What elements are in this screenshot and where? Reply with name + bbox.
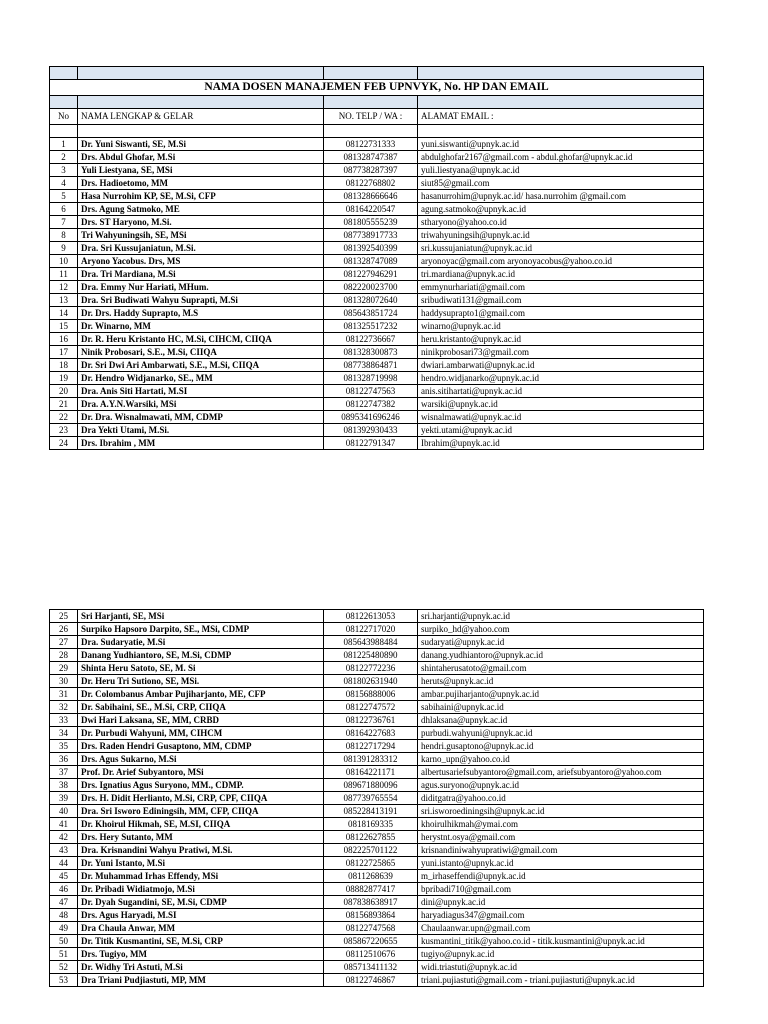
- row-number: 49: [50, 922, 78, 935]
- row-number: 34: [50, 727, 78, 740]
- phone-number: 08156893864: [324, 909, 418, 922]
- table-row: [50, 255, 704, 268]
- header-no: No: [50, 109, 78, 125]
- row-number: 20: [50, 385, 78, 398]
- email-address: anis.sitihartati@upnyk.ac.id: [418, 385, 704, 398]
- table-row: [50, 333, 704, 346]
- phone-number: 0895341696246: [324, 411, 418, 424]
- phone-number: 08156888006: [324, 688, 418, 701]
- header-email: ALAMAT EMAIL :: [418, 109, 704, 125]
- table-row: [50, 909, 704, 922]
- lecturer-name: Dr. Pribadi Widiatmojo, M.Si: [78, 883, 324, 896]
- email-address: hasanurrohim@upnyk.ac.id/ hasa.nurrohim @gmail.com: [418, 190, 704, 203]
- lecturer-name: Dra Chaula Anwar, MM: [78, 922, 324, 935]
- lecturer-name: Drs. Abdul Ghofar, M.Si: [78, 151, 324, 164]
- phone-number: 08122768802: [324, 177, 418, 190]
- table-row: [50, 701, 704, 714]
- email-address: ninikprobosari73@gmail.com: [418, 346, 704, 359]
- table-row: [50, 688, 704, 701]
- lecturer-name: Ninik Probosari, S.E., M.Si, CIIQA: [78, 346, 324, 359]
- row-number: 40: [50, 805, 78, 818]
- table-row: [50, 359, 704, 372]
- phone-number: 085713411132: [324, 961, 418, 974]
- lecturer-name: Danang Yudhiantoro, SE, M.Si, CDMP: [78, 649, 324, 662]
- phone-number: 085867220655: [324, 935, 418, 948]
- phone-number: 08122717294: [324, 740, 418, 753]
- table-row: [50, 610, 704, 623]
- title-row: [50, 80, 704, 96]
- lecturer-name: Aryono Yacobus. Drs, MS: [78, 255, 324, 268]
- phone-number: 085643988484: [324, 636, 418, 649]
- email-address: dhlaksana@upnyk.ac.id: [418, 714, 704, 727]
- lecturer-name: Dra. Krisnandini Wahyu Pratiwi, M.Si.: [78, 844, 324, 857]
- email-address: dini@upnyk.ac.id: [418, 896, 704, 909]
- lecturer-name: Dr. Khoirul Hikmah, SE, M.SI, CIIQA: [78, 818, 324, 831]
- lecturer-name: Hasa Nurrohim KP, SE, M.Si, CFP: [78, 190, 324, 203]
- email-address: yekti.utami@upnyk.ac.id: [418, 424, 704, 437]
- phone-number: 081392930433: [324, 424, 418, 437]
- row-number: 33: [50, 714, 78, 727]
- row-number: 39: [50, 792, 78, 805]
- row-number: 42: [50, 831, 78, 844]
- table-row: [50, 727, 704, 740]
- lecturer-name: Dr. Sri Dwi Ari Ambarwati, S.E., M.Si, CIIQA: [78, 359, 324, 372]
- row-number: 45: [50, 870, 78, 883]
- table-row: [50, 779, 704, 792]
- email-address: heruts@upnyk.ac.id: [418, 675, 704, 688]
- row-number: 43: [50, 844, 78, 857]
- phone-number: 087738864871: [324, 359, 418, 372]
- email-address: khoirulhikmah@ymai.com: [418, 818, 704, 831]
- email-address: triwahyuningsih@upnyk.ac.id: [418, 229, 704, 242]
- row-number: 37: [50, 766, 78, 779]
- row-number: 26: [50, 623, 78, 636]
- table-row: [50, 307, 704, 320]
- lecturer-name: Surpiko Hapsoro Darpito, SE., MSi, CDMP: [78, 623, 324, 636]
- phone-number: 081325517232: [324, 320, 418, 333]
- row-number: 1: [50, 138, 78, 151]
- phone-number: 087738287397: [324, 164, 418, 177]
- table-row: [50, 961, 704, 974]
- row-number: 4: [50, 177, 78, 190]
- email-address: tri.mardiana@upnyk.ac.id: [418, 268, 704, 281]
- lecturer-name: Dr. Muhammad Irhas Effendy, MSi: [78, 870, 324, 883]
- phone-number: 081227946291: [324, 268, 418, 281]
- phone-number: 08122772236: [324, 662, 418, 675]
- phone-number: 082220023700: [324, 281, 418, 294]
- row-number: 12: [50, 281, 78, 294]
- table-row: [50, 424, 704, 437]
- lecturer-name: Drs. Agus Haryadi, M.SI: [78, 909, 324, 922]
- phone-number: 085643851724: [324, 307, 418, 320]
- email-address: hendri.gusaptono@upnyk.ac.id: [418, 740, 704, 753]
- table-row: [50, 766, 704, 779]
- row-number: 6: [50, 203, 78, 216]
- table-row: [50, 385, 704, 398]
- row-number: 8: [50, 229, 78, 242]
- phone-number: 089671880096: [324, 779, 418, 792]
- row-number: 7: [50, 216, 78, 229]
- lecturer-name: Sri Harjanti, SE, MSi: [78, 610, 324, 623]
- lecturer-name: Dr. Titik Kusmantini, SE, M.Si, CRP: [78, 935, 324, 948]
- email-address: agus.suryono@upnyk.ac.id: [418, 779, 704, 792]
- table-row: [50, 411, 704, 424]
- email-address: dwiari.ambarwati@upnyk.ac.id: [418, 359, 704, 372]
- row-number: 48: [50, 909, 78, 922]
- table-row: [50, 922, 704, 935]
- row-number: 27: [50, 636, 78, 649]
- phone-number: 081328719998: [324, 372, 418, 385]
- phone-number: 08122747568: [324, 922, 418, 935]
- table-row: [50, 714, 704, 727]
- lecturer-name: Dra. A.Y.N.Warsiki, MSi: [78, 398, 324, 411]
- row-number: 9: [50, 242, 78, 255]
- email-address: winarno@upnyk.ac.id: [418, 320, 704, 333]
- header-row: [50, 109, 704, 125]
- spacer-row: [50, 96, 704, 109]
- lecturer-name: Dra. Tri Mardiana, M.Si: [78, 268, 324, 281]
- row-number: 38: [50, 779, 78, 792]
- email-address: warsiki@upnyk.ac.id: [418, 398, 704, 411]
- lecturer-name: Drs. ST Haryono, M.Si.: [78, 216, 324, 229]
- table-row: [50, 974, 704, 987]
- email-address: Chaulaanwar.upn@gmail.com: [418, 922, 704, 935]
- table-row: [50, 636, 704, 649]
- row-number: 47: [50, 896, 78, 909]
- table-row: [50, 896, 704, 909]
- lecturer-name: Prof. Dr. Arief Subyantoro, MSi: [78, 766, 324, 779]
- table-row: [50, 948, 704, 961]
- table-row: [50, 870, 704, 883]
- table-row: [50, 662, 704, 675]
- table-row: [50, 844, 704, 857]
- lecturer-name: Shinta Heru Satoto, SE, M. Si: [78, 662, 324, 675]
- email-address: abdulghofar2167@gmail.com - abdul.ghofar@upnyk.ac.id: [418, 151, 704, 164]
- lecturer-name: Drs. Hadioetomo, MM: [78, 177, 324, 190]
- table-row: [50, 792, 704, 805]
- phone-number: 08122717020: [324, 623, 418, 636]
- email-address: kusmantini_titik@yahoo.co.id - titik.kusmantini@upnyk.ac.id: [418, 935, 704, 948]
- row-number: 50: [50, 935, 78, 948]
- phone-number: 08122791347: [324, 437, 418, 450]
- row-number: 28: [50, 649, 78, 662]
- table-row: [50, 151, 704, 164]
- row-number: 35: [50, 740, 78, 753]
- email-address: sri.isworoediningsih@upnyk.ac.id: [418, 805, 704, 818]
- phone-number: 087739765554: [324, 792, 418, 805]
- lecturer-name: Dr. Purbudi Wahyuni, MM, CIHCM: [78, 727, 324, 740]
- email-address: haddysuprapto1@gmail.com: [418, 307, 704, 320]
- row-number: 52: [50, 961, 78, 974]
- email-address: stharyono@yahoo.co.id: [418, 216, 704, 229]
- phone-number: 08122747382: [324, 398, 418, 411]
- email-address: purbudi.wahyuni@upnyk.ac.id: [418, 727, 704, 740]
- row-number: 41: [50, 818, 78, 831]
- row-number: 18: [50, 359, 78, 372]
- table-row: [50, 242, 704, 255]
- row-number: 13: [50, 294, 78, 307]
- email-address: ambar.pujiharjanto@upnyk.ac.id: [418, 688, 704, 701]
- table-row: [50, 203, 704, 216]
- contact-table-part-2: [49, 609, 704, 987]
- lecturer-name: Dra. Emmy Nur Hariati, MHum.: [78, 281, 324, 294]
- phone-number: 08122627855: [324, 831, 418, 844]
- phone-number: 081392540399: [324, 242, 418, 255]
- lecturer-name: Drs. Hery Sutanto, MM: [78, 831, 324, 844]
- phone-number: 08122746867: [324, 974, 418, 987]
- lecturer-name: Drs. Tugiyo, MM: [78, 948, 324, 961]
- lecturer-name: Yuli Liestyana, SE, MSi: [78, 164, 324, 177]
- table-row: [50, 935, 704, 948]
- email-address: yuli.liestyana@upnyk.ac.id: [418, 164, 704, 177]
- email-address: sribudiwati131@gmail.com: [418, 294, 704, 307]
- email-address: yuni.siswanti@upnyk.ac.id: [418, 138, 704, 151]
- row-number: 3: [50, 164, 78, 177]
- lecturer-name: Drs. Agung Satmoko, ME: [78, 203, 324, 216]
- table-row: [50, 229, 704, 242]
- row-number: 19: [50, 372, 78, 385]
- email-address: agung.satmoko@upnyk.ac.id: [418, 203, 704, 216]
- email-address: shintaherusatoto@gmail.com: [418, 662, 704, 675]
- phone-number: 08164227683: [324, 727, 418, 740]
- row-number: 5: [50, 190, 78, 203]
- lecturer-name: Dra Yekti Utami, M.Si.: [78, 424, 324, 437]
- lecturer-name: Dr. Yuni Istanto, M.Si: [78, 857, 324, 870]
- lecturer-name: Dr. Sabihaini, SE., M.Si, CRP, CIIQA: [78, 701, 324, 714]
- email-address: siut85@gmail.com: [418, 177, 704, 190]
- row-number: 51: [50, 948, 78, 961]
- phone-number: 08122613053: [324, 610, 418, 623]
- row-number: 21: [50, 398, 78, 411]
- email-address: sri.kussujaniatun@upnyk.ac.id: [418, 242, 704, 255]
- phone-number: 08164221171: [324, 766, 418, 779]
- table-row: [50, 883, 704, 896]
- table-row: [50, 177, 704, 190]
- phone-number: 081328666646: [324, 190, 418, 203]
- table-row: [50, 164, 704, 177]
- email-address: diditgatra@yahoo.co.id: [418, 792, 704, 805]
- row-number: 14: [50, 307, 78, 320]
- table-row: [50, 857, 704, 870]
- email-address: Ibrahim@upnyk.ac.id: [418, 437, 704, 450]
- lecturer-name: Drs. Ignatius Agus Suryono, MM., CDMP.: [78, 779, 324, 792]
- email-address: karno_upn@yahoo.co.id: [418, 753, 704, 766]
- lecturer-name: Dr. Heru Tri Sutiono, SE, MSi.: [78, 675, 324, 688]
- lecturer-name: Dwi Hari Laksana, SE, MM, CRBD: [78, 714, 324, 727]
- row-number: 36: [50, 753, 78, 766]
- lecturer-name: Dr. R. Heru Kristanto HC, M.Si, CIHCM, CIIQA: [78, 333, 324, 346]
- email-address: hendro.widjanarko@upnyk.ac.id: [418, 372, 704, 385]
- row-number: 46: [50, 883, 78, 896]
- phone-number: 081391283312: [324, 753, 418, 766]
- table-row: [50, 372, 704, 385]
- email-address: bpribadi710@gmail.com: [418, 883, 704, 896]
- contact-table-part-1: [49, 66, 704, 450]
- email-address: m_irhaseffendi@upnyk.ac.id: [418, 870, 704, 883]
- lecturer-name: Dra. Sri Budiwati Wahyu Suprapti, M.Si: [78, 294, 324, 307]
- email-address: tugiyo@upnyk.ac.id: [418, 948, 704, 961]
- table-row: [50, 740, 704, 753]
- row-number: 25: [50, 610, 78, 623]
- email-address: sudaryati@upnyk.ac.id: [418, 636, 704, 649]
- row-number: 44: [50, 857, 78, 870]
- lecturer-name: Drs. Agus Sukarno, M.Si: [78, 753, 324, 766]
- phone-number: 08122736761: [324, 714, 418, 727]
- table-row: [50, 805, 704, 818]
- lecturer-name: Dra. Anis Siti Hartati, M.SI: [78, 385, 324, 398]
- lecturer-name: Drs. Ibrahim , MM: [78, 437, 324, 450]
- row-number: 22: [50, 411, 78, 424]
- lecturer-name: Dra Triani Pudjiastuti, MP, MM: [78, 974, 324, 987]
- email-address: emmynurhariati@gmail.com: [418, 281, 704, 294]
- email-address: heru.kristanto@upnyk.ac.id: [418, 333, 704, 346]
- phone-number: 081328072640: [324, 294, 418, 307]
- table-row: [50, 138, 704, 151]
- phone-number: 08122725865: [324, 857, 418, 870]
- table-row: [50, 753, 704, 766]
- table-row: [50, 675, 704, 688]
- phone-number: 08122747563: [324, 385, 418, 398]
- email-address: triani.pujiastuti@gmail.com - triani.pujiastuti@upnyk.ac.id: [418, 974, 704, 987]
- lecturer-name: Dr. Drs. Haddy Suprapto, M.S: [78, 307, 324, 320]
- spacer-row: [50, 67, 704, 80]
- phone-number: 085228413191: [324, 805, 418, 818]
- email-address: krisnandiniwahyupratiwi@gmail.com: [418, 844, 704, 857]
- row-number: 32: [50, 701, 78, 714]
- email-address: herystnt.osya@gmail.com: [418, 831, 704, 844]
- email-address: yuni.istanto@upnyk.ac.id: [418, 857, 704, 870]
- table-row: [50, 216, 704, 229]
- header-name: NAMA LENGKAP & GELAR: [78, 109, 324, 125]
- table-row: [50, 831, 704, 844]
- phone-number: 08112510676: [324, 948, 418, 961]
- email-address: aryonoyac@gmail.com aryonoyacobus@yahoo.co.id: [418, 255, 704, 268]
- table-row: [50, 190, 704, 203]
- table-row: [50, 398, 704, 411]
- email-address: wisnalmawati@upnyk.ac.id: [418, 411, 704, 424]
- lecturer-name: Tri Wahyuningsih, SE, MSi: [78, 229, 324, 242]
- phone-number: 087838638917: [324, 896, 418, 909]
- phone-number: 081328747387: [324, 151, 418, 164]
- lecturer-name: Dra. Sudaryatie, M.Si: [78, 636, 324, 649]
- table-row: [50, 320, 704, 333]
- row-number: 2: [50, 151, 78, 164]
- phone-number: 08882877417: [324, 883, 418, 896]
- phone-number: 081225480890: [324, 649, 418, 662]
- phone-number: 08122731333: [324, 138, 418, 151]
- email-address: sabihaini@upnyk.ac.id: [418, 701, 704, 714]
- lecturer-name: Drs. H. Didit Herlianto, M.Si, CRP, CPF, CIIQA: [78, 792, 324, 805]
- row-number: 29: [50, 662, 78, 675]
- row-number: 53: [50, 974, 78, 987]
- row-number: 30: [50, 675, 78, 688]
- row-number: 16: [50, 333, 78, 346]
- row-number: 11: [50, 268, 78, 281]
- row-number: 23: [50, 424, 78, 437]
- table-row: [50, 268, 704, 281]
- phone-number: 081328300873: [324, 346, 418, 359]
- email-address: widi.triastuti@upnyk.ac.id: [418, 961, 704, 974]
- email-address: haryadiagus347@gmail.com: [418, 909, 704, 922]
- sheet-title: NAMA DOSEN MANAJEMEN FEB UPNVYK, No. HP DAN EMAIL: [50, 80, 704, 96]
- table-row: [50, 281, 704, 294]
- lecturer-name: Dr. Colombanus Ambar Pujiharjanto, ME, CFP: [78, 688, 324, 701]
- lecturer-name: Dra. Sri Kussujaniatun, M.Si.: [78, 242, 324, 255]
- email-address: sri.harjanti@upnyk.ac.id: [418, 610, 704, 623]
- phone-number: 082225701122: [324, 844, 418, 857]
- row-number: 31: [50, 688, 78, 701]
- phone-number: 0818169335: [324, 818, 418, 831]
- blank-row: [50, 125, 704, 138]
- row-number: 17: [50, 346, 78, 359]
- lecturer-name: Dr. Widhy Tri Astuti, M.Si: [78, 961, 324, 974]
- header-phone: NO. TELP / WA :: [324, 109, 418, 125]
- phone-number: 08122736667: [324, 333, 418, 346]
- phone-number: 0811268639: [324, 870, 418, 883]
- lecturer-name: Dr. Winarno, MM: [78, 320, 324, 333]
- phone-number: 08164220547: [324, 203, 418, 216]
- row-number: 15: [50, 320, 78, 333]
- lecturer-name: Dr. Hendro Widjanarko, SE., MM: [78, 372, 324, 385]
- email-address: surpiko_hd@yahoo.com: [418, 623, 704, 636]
- table-row: [50, 437, 704, 450]
- table-row: [50, 623, 704, 636]
- lecturer-name: Dr. Dra. Wisnalmawati, MM, CDMP: [78, 411, 324, 424]
- table-row: [50, 294, 704, 307]
- email-address: albertusariefsubyantoro@gmail.com, ariefsubyantoro@yahoo.com: [418, 766, 704, 779]
- lecturer-name: Dr. Yuni Siswanti, SE, M.Si: [78, 138, 324, 151]
- lecturer-name: Dra. Sri Isworo Ediningsih, MM, CFP, CIIQA: [78, 805, 324, 818]
- row-number: 24: [50, 437, 78, 450]
- email-address: danang.yudhiantoro@upnyk.ac.id: [418, 649, 704, 662]
- table-row: [50, 818, 704, 831]
- phone-number: 081805555239: [324, 216, 418, 229]
- phone-number: 081802631940: [324, 675, 418, 688]
- phone-number: 087738917733: [324, 229, 418, 242]
- lecturer-name: Dr. Dyah Sugandini, SE, M.Si, CDMP: [78, 896, 324, 909]
- lecturer-name: Drs. Raden Hendri Gusaptono, MM, CDMP: [78, 740, 324, 753]
- phone-number: 08122747572: [324, 701, 418, 714]
- row-number: 10: [50, 255, 78, 268]
- table-row: [50, 346, 704, 359]
- phone-number: 081328747089: [324, 255, 418, 268]
- table-row: [50, 649, 704, 662]
